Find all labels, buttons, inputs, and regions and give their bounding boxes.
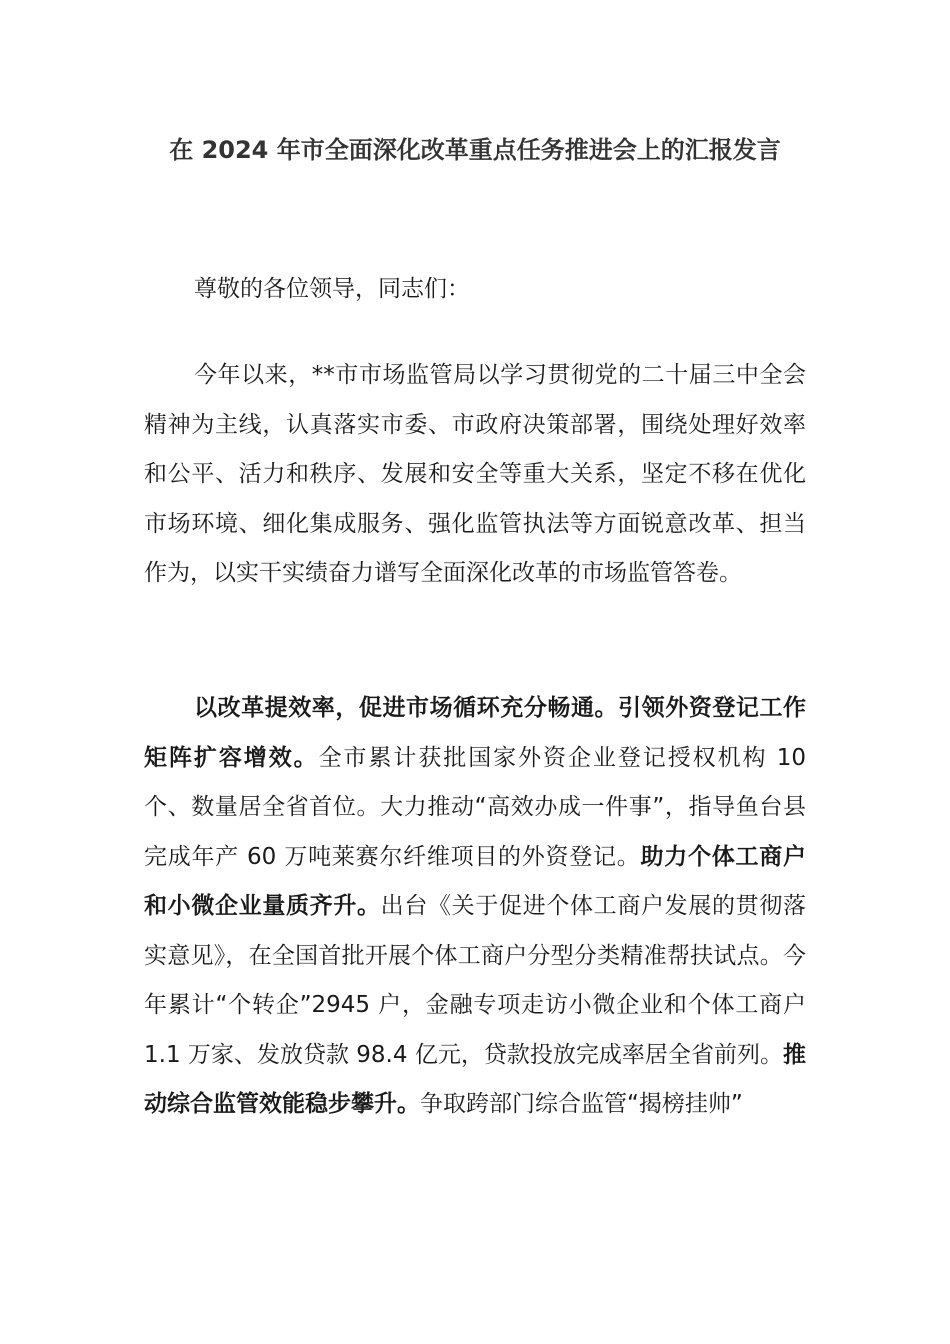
document-title: 在 2024 年市全面深化改革重点任务推进会上的汇报发言 <box>169 136 781 164</box>
greeting-paragraph: 尊敬的各位领导，同志们： <box>194 276 470 302</box>
point-title-foreign-registration: 引领外资登记工作矩阵扩容增效。 <box>144 695 807 771</box>
point-text-small-business: 出台《关于促进个体工商户发展的贯彻落实意见》，在全国首批开展个体工商户分型分类精准帮扶试点。今年累计“个转企”2945 户，金融专项走访小微企业和个体工商户 1.1 万家、发放贷款 98.4 亿元，贷款投放完成率居全省前列。 <box>144 893 807 1068</box>
intro-paragraph: 今年以来，**市市场监管局以学习贯彻党的二十届三中全会精神为主线，认真落实市委、市政府决策部署，围绕处理好效率和公平、活力和秩序、发展和安全等重大关系，坚定不移在优化市场环境、细化集成服务、强化监管执法等方面锐意改革、担当作为，以实干实绩奋力谱写全面深化改革的市场监管答卷。 <box>144 362 806 586</box>
point-text-foreign-registration: 全市累计获批国家外资企业登记授权机构 10 个、数量居全省首位。大力推动“高效办成一件事”，指导鱼台县完成年产 60 万吨莱赛尔纤维项目的外资登记。 <box>144 744 807 870</box>
point-text-comprehensive-supervision: 争取跨部门综合监管“揭榜挂帅” <box>420 1091 743 1117</box>
point-title-small-business: 助力个体工商户和小微企业量质齐升。 <box>144 843 807 919</box>
reform-efficiency-paragraph <box>144 684 806 1130</box>
section-heading: 以改革提效率，促进市场循环充分畅通。 <box>194 695 619 721</box>
point-title-comprehensive-supervision: 推动综合监管效能稳步攀升。 <box>144 1041 806 1117</box>
